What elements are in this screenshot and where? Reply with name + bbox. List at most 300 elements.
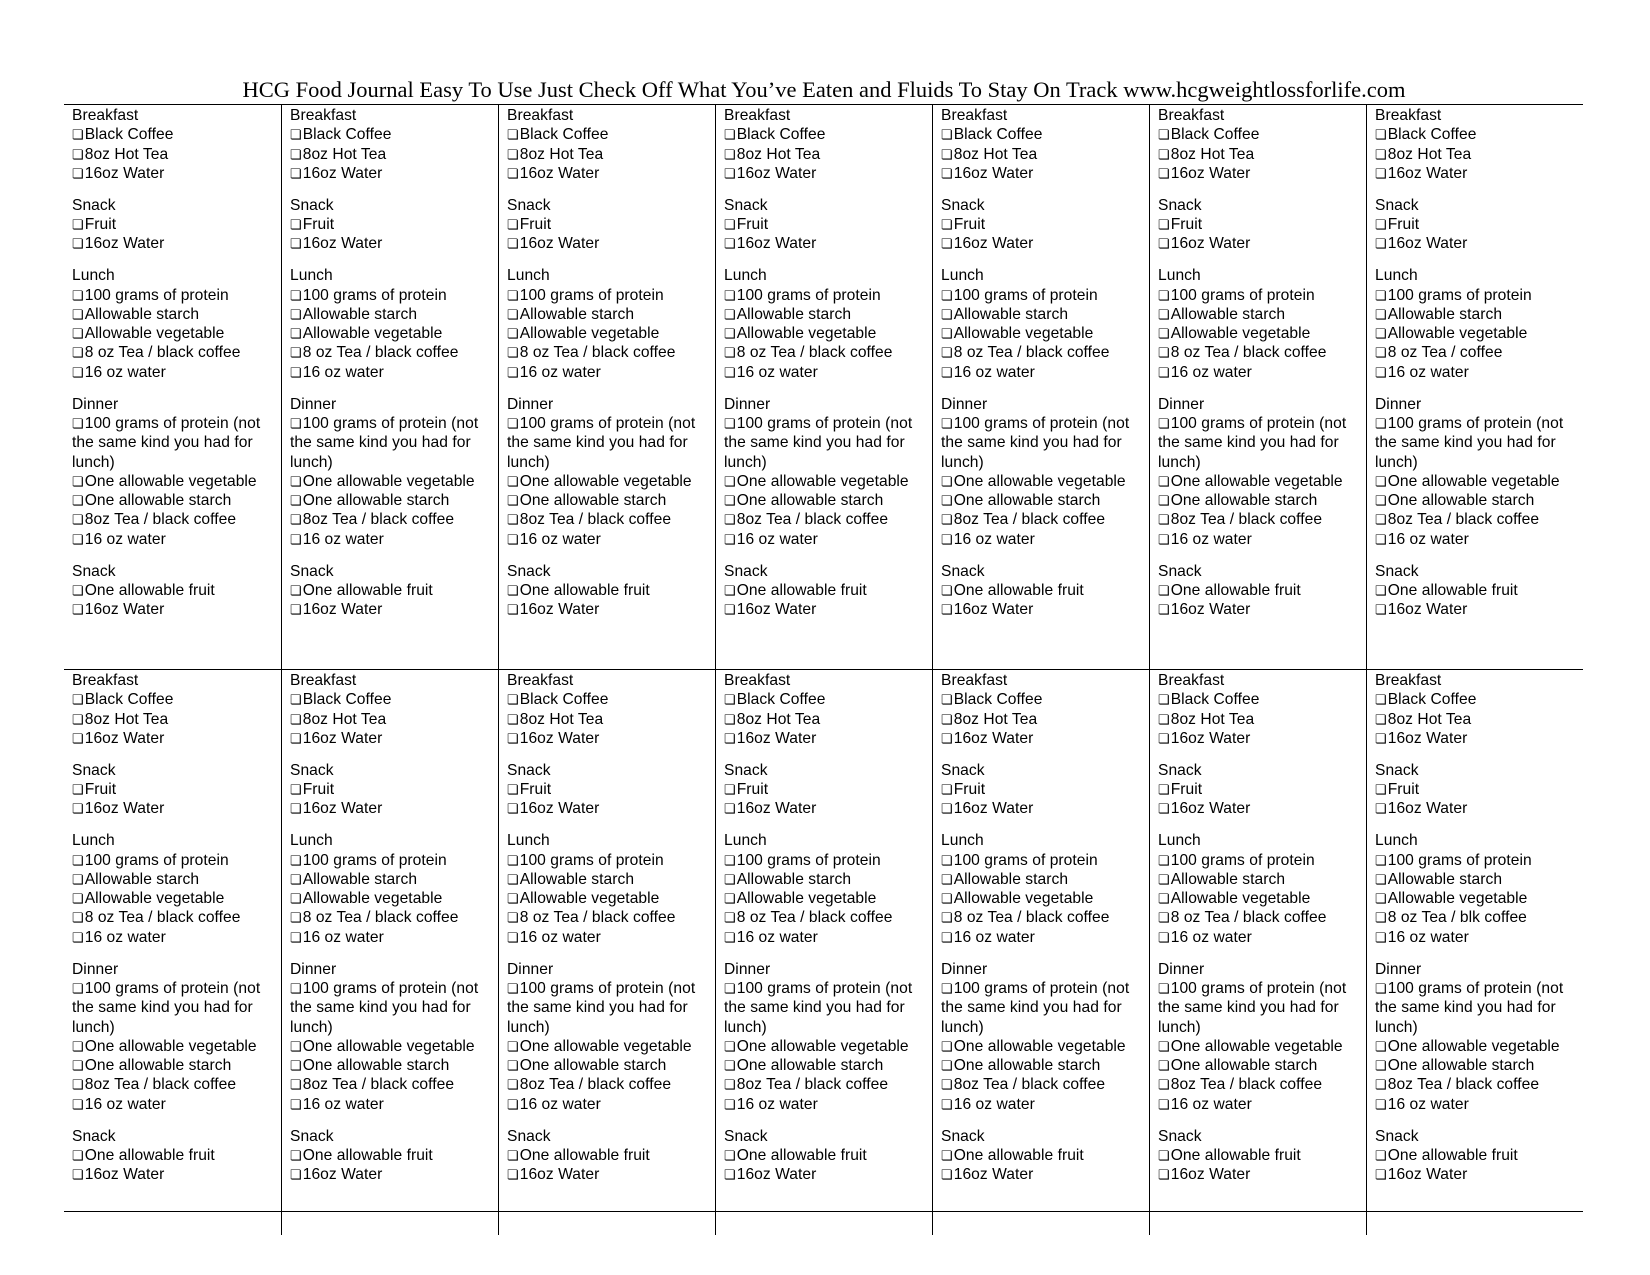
checkbox-icon[interactable]: ❏ xyxy=(290,345,302,361)
checklist-item[interactable] xyxy=(941,472,1149,491)
checkbox-icon[interactable]: ❏ xyxy=(1158,891,1170,907)
checklist-item[interactable] xyxy=(1375,305,1583,324)
checkbox-icon[interactable]: ❏ xyxy=(290,127,302,143)
checkbox-icon[interactable]: ❏ xyxy=(290,306,302,322)
checklist-item[interactable] xyxy=(290,363,498,382)
checklist-item[interactable] xyxy=(1158,343,1366,362)
checkbox-icon[interactable]: ❏ xyxy=(290,980,302,996)
checkbox-icon[interactable]: ❏ xyxy=(1375,602,1387,618)
checkbox-icon[interactable]: ❏ xyxy=(1158,146,1170,162)
checklist-item[interactable] xyxy=(507,979,715,1037)
checkbox-icon[interactable]: ❏ xyxy=(507,602,519,618)
checkbox-icon[interactable]: ❏ xyxy=(507,1147,519,1163)
checkbox-icon[interactable]: ❏ xyxy=(1375,871,1387,887)
checklist-item[interactable] xyxy=(1375,363,1583,382)
checkbox-icon[interactable]: ❏ xyxy=(724,127,736,143)
checklist-item[interactable] xyxy=(941,928,1149,947)
checklist-item[interactable] xyxy=(72,164,281,183)
checklist-item[interactable] xyxy=(507,234,715,253)
checkbox-icon[interactable]: ❏ xyxy=(1375,236,1387,252)
checkbox-icon[interactable]: ❏ xyxy=(1375,891,1387,907)
checkbox-icon[interactable]: ❏ xyxy=(290,1038,302,1054)
checkbox-icon[interactable]: ❏ xyxy=(72,910,84,926)
checklist-item[interactable] xyxy=(724,1095,932,1114)
checklist-item[interactable] xyxy=(1375,472,1583,491)
checkbox-icon[interactable]: ❏ xyxy=(507,1167,519,1183)
checkbox-icon[interactable]: ❏ xyxy=(507,306,519,322)
checklist-item[interactable] xyxy=(290,1165,498,1184)
checklist-item[interactable] xyxy=(941,600,1149,619)
checkbox-icon[interactable]: ❏ xyxy=(72,287,84,303)
checklist-item[interactable] xyxy=(941,1075,1149,1094)
checkbox-icon[interactable]: ❏ xyxy=(290,782,302,798)
checkbox-icon[interactable]: ❏ xyxy=(1158,871,1170,887)
checklist-item[interactable] xyxy=(72,908,281,927)
checklist-item[interactable] xyxy=(72,1095,281,1114)
checklist-item[interactable] xyxy=(1375,1165,1583,1184)
checklist-item[interactable] xyxy=(941,979,1149,1037)
checklist-item[interactable] xyxy=(290,600,498,619)
checkbox-icon[interactable]: ❏ xyxy=(1375,1096,1387,1112)
checklist-item[interactable] xyxy=(290,581,498,600)
checkbox-icon[interactable]: ❏ xyxy=(1158,236,1170,252)
checklist-item[interactable] xyxy=(941,1056,1149,1075)
checkbox-icon[interactable]: ❏ xyxy=(941,326,953,342)
checklist-item[interactable] xyxy=(1375,889,1583,908)
checkbox-icon[interactable]: ❏ xyxy=(941,473,953,489)
checkbox-icon[interactable]: ❏ xyxy=(290,871,302,887)
checkbox-icon[interactable]: ❏ xyxy=(941,345,953,361)
checklist-item[interactable] xyxy=(1375,286,1583,305)
checkbox-icon[interactable]: ❏ xyxy=(1375,306,1387,322)
checkbox-icon[interactable]: ❏ xyxy=(1375,287,1387,303)
checkbox-icon[interactable]: ❏ xyxy=(290,1077,302,1093)
checkbox-icon[interactable]: ❏ xyxy=(72,326,84,342)
checkbox-icon[interactable]: ❏ xyxy=(1158,910,1170,926)
checkbox-icon[interactable]: ❏ xyxy=(724,326,736,342)
checkbox-icon[interactable]: ❏ xyxy=(507,345,519,361)
checkbox-icon[interactable]: ❏ xyxy=(941,1147,953,1163)
checkbox-icon[interactable]: ❏ xyxy=(72,531,84,547)
checkbox-icon[interactable]: ❏ xyxy=(724,1038,736,1054)
checkbox-icon[interactable]: ❏ xyxy=(1158,801,1170,817)
checkbox-icon[interactable]: ❏ xyxy=(941,711,953,727)
checklist-item[interactable] xyxy=(1158,510,1366,529)
checklist-item[interactable] xyxy=(72,1146,281,1165)
checklist-item[interactable] xyxy=(290,530,498,549)
checklist-item[interactable] xyxy=(290,1056,498,1075)
checklist-item[interactable] xyxy=(72,1056,281,1075)
checkbox-icon[interactable]: ❏ xyxy=(507,1077,519,1093)
checkbox-icon[interactable]: ❏ xyxy=(290,692,302,708)
checklist-item[interactable] xyxy=(1158,286,1366,305)
checkbox-icon[interactable]: ❏ xyxy=(290,1096,302,1112)
checklist-item[interactable] xyxy=(72,581,281,600)
checklist-item[interactable] xyxy=(1158,414,1366,472)
checkbox-icon[interactable]: ❏ xyxy=(507,801,519,817)
checklist-item[interactable] xyxy=(941,363,1149,382)
checkbox-icon[interactable]: ❏ xyxy=(72,415,84,431)
checkbox-icon[interactable]: ❏ xyxy=(507,127,519,143)
checklist-item[interactable] xyxy=(1375,851,1583,870)
checkbox-icon[interactable]: ❏ xyxy=(507,531,519,547)
checklist-item[interactable] xyxy=(724,324,932,343)
checkbox-icon[interactable]: ❏ xyxy=(290,146,302,162)
checkbox-icon[interactable]: ❏ xyxy=(724,852,736,868)
checklist-item[interactable] xyxy=(1375,780,1583,799)
checkbox-icon[interactable]: ❏ xyxy=(72,711,84,727)
checkbox-icon[interactable]: ❏ xyxy=(72,980,84,996)
checkbox-icon[interactable]: ❏ xyxy=(1158,782,1170,798)
checkbox-icon[interactable]: ❏ xyxy=(1158,415,1170,431)
checklist-item[interactable] xyxy=(507,125,715,144)
checklist-item[interactable] xyxy=(724,600,932,619)
checklist-item[interactable] xyxy=(507,472,715,491)
checklist-item[interactable] xyxy=(724,1037,932,1056)
checklist-item[interactable] xyxy=(1375,799,1583,818)
checkbox-icon[interactable]: ❏ xyxy=(507,582,519,598)
checkbox-icon[interactable]: ❏ xyxy=(507,891,519,907)
checklist-item[interactable] xyxy=(507,600,715,619)
checklist-item[interactable] xyxy=(507,1075,715,1094)
checklist-item[interactable] xyxy=(941,1037,1149,1056)
checklist-item[interactable] xyxy=(941,870,1149,889)
checklist-item[interactable] xyxy=(941,710,1149,729)
checklist-item[interactable] xyxy=(72,851,281,870)
checkbox-icon[interactable]: ❏ xyxy=(941,217,953,233)
checklist-item[interactable] xyxy=(507,286,715,305)
checkbox-icon[interactable]: ❏ xyxy=(941,929,953,945)
checkbox-icon[interactable]: ❏ xyxy=(507,473,519,489)
checklist-item[interactable] xyxy=(941,889,1149,908)
checklist-item[interactable] xyxy=(72,690,281,709)
checklist-item[interactable] xyxy=(507,215,715,234)
checklist-item[interactable] xyxy=(1158,234,1366,253)
checklist-item[interactable] xyxy=(941,234,1149,253)
checkbox-icon[interactable]: ❏ xyxy=(290,165,302,181)
checkbox-icon[interactable]: ❏ xyxy=(72,1167,84,1183)
checklist-item[interactable] xyxy=(1158,324,1366,343)
checkbox-icon[interactable]: ❏ xyxy=(941,582,953,598)
checkbox-icon[interactable]: ❏ xyxy=(724,236,736,252)
checklist-item[interactable] xyxy=(507,1095,715,1114)
checkbox-icon[interactable]: ❏ xyxy=(72,782,84,798)
checklist-item[interactable] xyxy=(1158,690,1366,709)
checkbox-icon[interactable]: ❏ xyxy=(724,871,736,887)
checklist-item[interactable] xyxy=(290,780,498,799)
checklist-item[interactable] xyxy=(507,1146,715,1165)
checkbox-icon[interactable]: ❏ xyxy=(1375,730,1387,746)
checklist-item[interactable] xyxy=(941,491,1149,510)
checklist-item[interactable] xyxy=(1375,600,1583,619)
checklist-item[interactable] xyxy=(1375,1037,1583,1056)
checklist-item[interactable] xyxy=(724,690,932,709)
checkbox-icon[interactable]: ❏ xyxy=(72,929,84,945)
checkbox-icon[interactable]: ❏ xyxy=(941,602,953,618)
checkbox-icon[interactable]: ❏ xyxy=(1158,217,1170,233)
checklist-item[interactable] xyxy=(290,870,498,889)
checkbox-icon[interactable]: ❏ xyxy=(507,493,519,509)
checklist-item[interactable] xyxy=(941,305,1149,324)
checkbox-icon[interactable]: ❏ xyxy=(1158,1167,1170,1183)
checkbox-icon[interactable]: ❏ xyxy=(1158,582,1170,598)
checkbox-icon[interactable]: ❏ xyxy=(72,306,84,322)
checkbox-icon[interactable]: ❏ xyxy=(72,602,84,618)
checklist-item[interactable] xyxy=(290,928,498,947)
checkbox-icon[interactable]: ❏ xyxy=(72,1077,84,1093)
checklist-item[interactable] xyxy=(1375,1075,1583,1094)
checklist-item[interactable] xyxy=(1375,145,1583,164)
checkbox-icon[interactable]: ❏ xyxy=(507,782,519,798)
checklist-item[interactable] xyxy=(1375,215,1583,234)
checklist-item[interactable] xyxy=(72,1037,281,1056)
checkbox-icon[interactable]: ❏ xyxy=(941,730,953,746)
checkbox-icon[interactable]: ❏ xyxy=(507,730,519,746)
checkbox-icon[interactable]: ❏ xyxy=(1158,306,1170,322)
checkbox-icon[interactable]: ❏ xyxy=(1158,1147,1170,1163)
checkbox-icon[interactable]: ❏ xyxy=(290,852,302,868)
checkbox-icon[interactable]: ❏ xyxy=(507,165,519,181)
checklist-item[interactable] xyxy=(941,414,1149,472)
checklist-item[interactable] xyxy=(290,1037,498,1056)
checkbox-icon[interactable]: ❏ xyxy=(507,236,519,252)
checkbox-icon[interactable]: ❏ xyxy=(1375,1167,1387,1183)
checkbox-icon[interactable]: ❏ xyxy=(941,493,953,509)
checklist-item[interactable] xyxy=(72,780,281,799)
checkbox-icon[interactable]: ❏ xyxy=(724,730,736,746)
checkbox-icon[interactable]: ❏ xyxy=(290,364,302,380)
checklist-item[interactable] xyxy=(507,491,715,510)
checklist-item[interactable] xyxy=(1375,510,1583,529)
checklist-item[interactable] xyxy=(724,908,932,927)
checkbox-icon[interactable]: ❏ xyxy=(1158,1096,1170,1112)
checklist-item[interactable] xyxy=(1375,234,1583,253)
checkbox-icon[interactable]: ❏ xyxy=(1158,730,1170,746)
checklist-item[interactable] xyxy=(1158,851,1366,870)
checklist-item[interactable] xyxy=(72,305,281,324)
checkbox-icon[interactable]: ❏ xyxy=(507,146,519,162)
checkbox-icon[interactable]: ❏ xyxy=(1375,415,1387,431)
checklist-item[interactable] xyxy=(1158,710,1366,729)
checkbox-icon[interactable]: ❏ xyxy=(72,692,84,708)
checkbox-icon[interactable]: ❏ xyxy=(1158,1077,1170,1093)
checkbox-icon[interactable]: ❏ xyxy=(507,287,519,303)
checklist-item[interactable] xyxy=(1375,928,1583,947)
checkbox-icon[interactable]: ❏ xyxy=(1158,493,1170,509)
checklist-item[interactable] xyxy=(941,780,1149,799)
checkbox-icon[interactable]: ❏ xyxy=(1158,852,1170,868)
checkbox-icon[interactable]: ❏ xyxy=(724,929,736,945)
checklist-item[interactable] xyxy=(724,215,932,234)
checklist-item[interactable] xyxy=(1158,125,1366,144)
checkbox-icon[interactable]: ❏ xyxy=(1158,602,1170,618)
checkbox-icon[interactable]: ❏ xyxy=(941,980,953,996)
checklist-item[interactable] xyxy=(290,145,498,164)
checklist-item[interactable] xyxy=(1375,491,1583,510)
checkbox-icon[interactable]: ❏ xyxy=(941,1077,953,1093)
checkbox-icon[interactable]: ❏ xyxy=(941,512,953,528)
checkbox-icon[interactable]: ❏ xyxy=(941,782,953,798)
checklist-item[interactable] xyxy=(1158,889,1366,908)
checkbox-icon[interactable]: ❏ xyxy=(507,871,519,887)
checklist-item[interactable] xyxy=(72,472,281,491)
checklist-item[interactable] xyxy=(72,510,281,529)
checkbox-icon[interactable]: ❏ xyxy=(724,1058,736,1074)
checklist-item[interactable] xyxy=(724,1056,932,1075)
checkbox-icon[interactable]: ❏ xyxy=(507,364,519,380)
checklist-item[interactable] xyxy=(290,1146,498,1165)
checkbox-icon[interactable]: ❏ xyxy=(724,1147,736,1163)
checklist-item[interactable] xyxy=(941,1095,1149,1114)
checkbox-icon[interactable]: ❏ xyxy=(724,531,736,547)
checklist-item[interactable] xyxy=(1158,1146,1366,1165)
checklist-item[interactable] xyxy=(1375,164,1583,183)
checkbox-icon[interactable]: ❏ xyxy=(72,127,84,143)
checklist-item[interactable] xyxy=(290,164,498,183)
checklist-item[interactable] xyxy=(507,908,715,927)
checkbox-icon[interactable]: ❏ xyxy=(290,582,302,598)
checkbox-icon[interactable]: ❏ xyxy=(1375,711,1387,727)
checkbox-icon[interactable]: ❏ xyxy=(507,326,519,342)
checkbox-icon[interactable]: ❏ xyxy=(72,493,84,509)
checklist-item[interactable] xyxy=(507,145,715,164)
checkbox-icon[interactable]: ❏ xyxy=(1375,345,1387,361)
checklist-item[interactable] xyxy=(507,780,715,799)
checklist-item[interactable] xyxy=(1158,305,1366,324)
checklist-item[interactable] xyxy=(1375,729,1583,748)
checklist-item[interactable] xyxy=(290,215,498,234)
checkbox-icon[interactable]: ❏ xyxy=(941,1038,953,1054)
checklist-item[interactable] xyxy=(290,729,498,748)
checklist-item[interactable] xyxy=(1375,414,1583,472)
checkbox-icon[interactable]: ❏ xyxy=(724,287,736,303)
checklist-item[interactable] xyxy=(507,710,715,729)
checklist-item[interactable] xyxy=(290,305,498,324)
checklist-item[interactable] xyxy=(72,215,281,234)
checkbox-icon[interactable]: ❏ xyxy=(290,1167,302,1183)
checkbox-icon[interactable]: ❏ xyxy=(941,910,953,926)
checklist-item[interactable] xyxy=(72,530,281,549)
checklist-item[interactable] xyxy=(72,414,281,472)
checklist-item[interactable] xyxy=(1375,1056,1583,1075)
checklist-item[interactable] xyxy=(507,363,715,382)
checklist-item[interactable] xyxy=(507,851,715,870)
checklist-item[interactable] xyxy=(1158,600,1366,619)
checkbox-icon[interactable]: ❏ xyxy=(941,236,953,252)
checkbox-icon[interactable]: ❏ xyxy=(724,980,736,996)
checkbox-icon[interactable]: ❏ xyxy=(941,306,953,322)
checkbox-icon[interactable]: ❏ xyxy=(290,217,302,233)
checkbox-icon[interactable]: ❏ xyxy=(1375,127,1387,143)
checklist-item[interactable] xyxy=(507,510,715,529)
checkbox-icon[interactable]: ❏ xyxy=(941,287,953,303)
checkbox-icon[interactable]: ❏ xyxy=(941,146,953,162)
checklist-item[interactable] xyxy=(1375,1095,1583,1114)
checklist-item[interactable] xyxy=(1158,1095,1366,1114)
checklist-item[interactable] xyxy=(941,164,1149,183)
checkbox-icon[interactable]: ❏ xyxy=(1375,582,1387,598)
checklist-item[interactable] xyxy=(724,780,932,799)
checkbox-icon[interactable]: ❏ xyxy=(724,512,736,528)
checkbox-icon[interactable]: ❏ xyxy=(507,980,519,996)
checklist-item[interactable] xyxy=(1375,710,1583,729)
checklist-item[interactable] xyxy=(724,979,932,1037)
checkbox-icon[interactable]: ❏ xyxy=(724,165,736,181)
checklist-item[interactable] xyxy=(1158,472,1366,491)
checkbox-icon[interactable]: ❏ xyxy=(941,1058,953,1074)
checkbox-icon[interactable]: ❏ xyxy=(1158,473,1170,489)
checklist-item[interactable] xyxy=(941,530,1149,549)
checkbox-icon[interactable]: ❏ xyxy=(290,236,302,252)
checkbox-icon[interactable]: ❏ xyxy=(724,891,736,907)
checklist-item[interactable] xyxy=(724,286,932,305)
checkbox-icon[interactable]: ❏ xyxy=(941,692,953,708)
checklist-item[interactable] xyxy=(72,710,281,729)
checklist-item[interactable] xyxy=(290,908,498,927)
checkbox-icon[interactable]: ❏ xyxy=(72,236,84,252)
checkbox-icon[interactable]: ❏ xyxy=(1375,512,1387,528)
checklist-item[interactable] xyxy=(290,979,498,1037)
checkbox-icon[interactable]: ❏ xyxy=(1375,217,1387,233)
checkbox-icon[interactable]: ❏ xyxy=(290,287,302,303)
checkbox-icon[interactable]: ❏ xyxy=(290,493,302,509)
checklist-item[interactable] xyxy=(724,928,932,947)
checkbox-icon[interactable]: ❏ xyxy=(72,1096,84,1112)
checklist-item[interactable] xyxy=(724,363,932,382)
checklist-item[interactable] xyxy=(507,690,715,709)
checklist-item[interactable] xyxy=(290,851,498,870)
checkbox-icon[interactable]: ❏ xyxy=(724,1096,736,1112)
checkbox-icon[interactable]: ❏ xyxy=(1375,1038,1387,1054)
checklist-item[interactable] xyxy=(1158,729,1366,748)
checklist-item[interactable] xyxy=(1158,1037,1366,1056)
checklist-item[interactable] xyxy=(1158,581,1366,600)
checkbox-icon[interactable]: ❏ xyxy=(290,730,302,746)
checklist-item[interactable] xyxy=(1375,870,1583,889)
checkbox-icon[interactable]: ❏ xyxy=(724,801,736,817)
checkbox-icon[interactable]: ❏ xyxy=(72,891,84,907)
checkbox-icon[interactable]: ❏ xyxy=(724,473,736,489)
checklist-item[interactable] xyxy=(724,1165,932,1184)
checklist-item[interactable] xyxy=(941,908,1149,927)
checklist-item[interactable] xyxy=(290,1095,498,1114)
checklist-item[interactable] xyxy=(1158,1056,1366,1075)
checkbox-icon[interactable]: ❏ xyxy=(72,1058,84,1074)
checklist-item[interactable] xyxy=(290,510,498,529)
checklist-item[interactable] xyxy=(1158,870,1366,889)
checklist-item[interactable] xyxy=(507,870,715,889)
checklist-item[interactable] xyxy=(941,729,1149,748)
checklist-item[interactable] xyxy=(290,472,498,491)
checkbox-icon[interactable]: ❏ xyxy=(1375,146,1387,162)
checklist-item[interactable] xyxy=(1375,125,1583,144)
checkbox-icon[interactable]: ❏ xyxy=(72,582,84,598)
checkbox-icon[interactable]: ❏ xyxy=(941,415,953,431)
checkbox-icon[interactable]: ❏ xyxy=(1158,287,1170,303)
checklist-item[interactable] xyxy=(724,472,932,491)
checkbox-icon[interactable]: ❏ xyxy=(941,871,953,887)
checklist-item[interactable] xyxy=(1158,979,1366,1037)
checkbox-icon[interactable]: ❏ xyxy=(290,602,302,618)
checkbox-icon[interactable]: ❏ xyxy=(290,929,302,945)
checklist-item[interactable] xyxy=(1158,215,1366,234)
checkbox-icon[interactable]: ❏ xyxy=(290,891,302,907)
checkbox-icon[interactable]: ❏ xyxy=(72,730,84,746)
checklist-item[interactable] xyxy=(72,600,281,619)
checklist-item[interactable] xyxy=(290,343,498,362)
checklist-item[interactable] xyxy=(290,799,498,818)
checklist-item[interactable] xyxy=(724,510,932,529)
